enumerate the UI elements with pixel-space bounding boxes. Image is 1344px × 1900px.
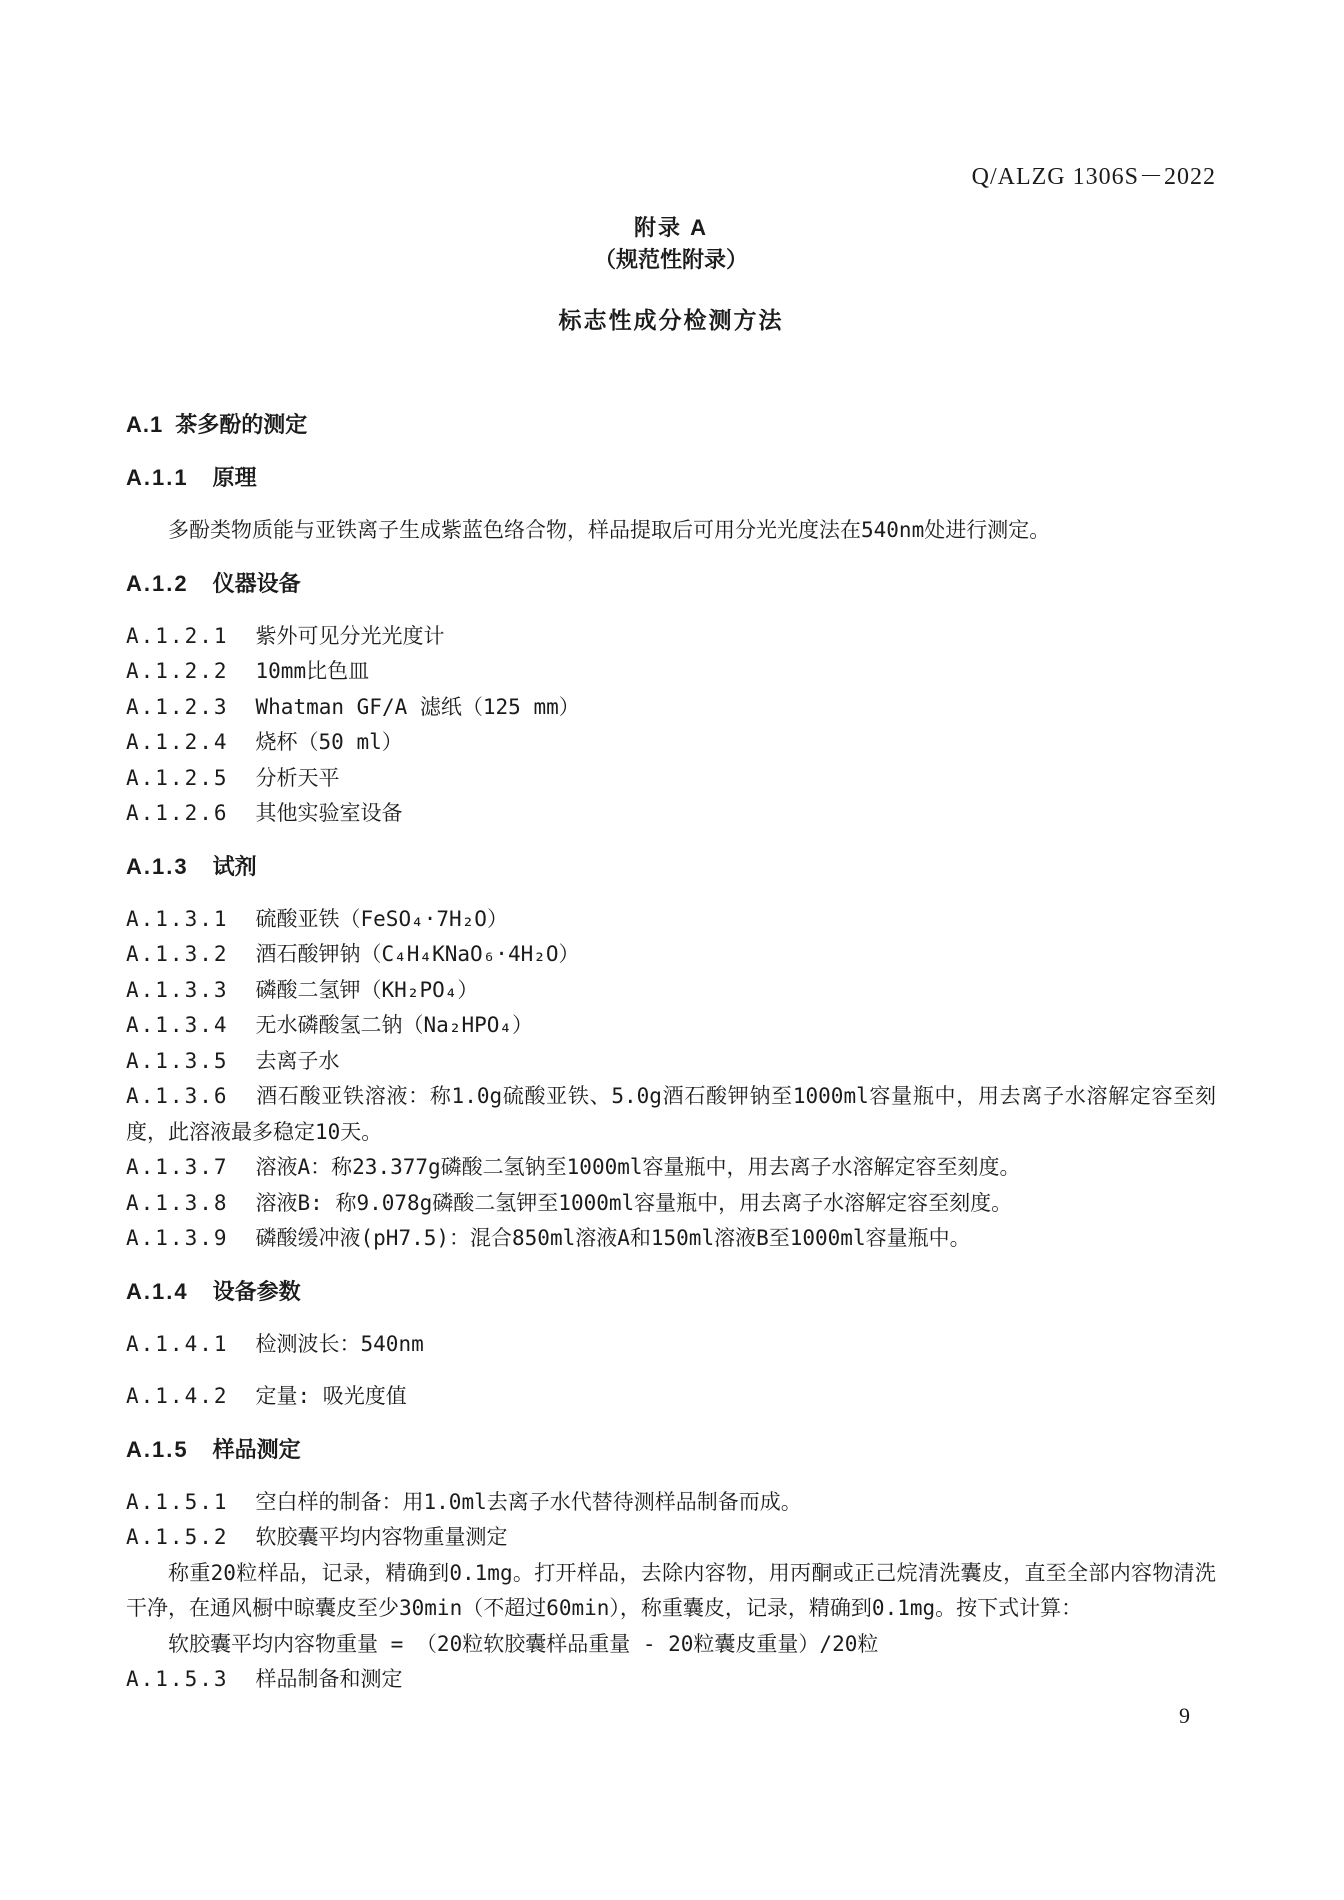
clause-number: A.1.2.2	[126, 659, 229, 683]
clause-item	[126, 973, 1216, 1009]
clause-text: 溶液A：称23.377g磷酸二氢钠至1000ml容量瓶中，用去离子水溶解定容至刻度。	[255, 1155, 1021, 1179]
section-heading	[126, 1432, 1216, 1468]
clause-text: 酒石酸钾钠（C₄H₄KNaO₆·4H₂O）	[255, 942, 580, 966]
section-heading	[126, 566, 1216, 602]
section-heading	[126, 1274, 1216, 1310]
clause-text: 仪器设备	[212, 570, 301, 596]
clause-text: 软胶囊平均内容物重量测定	[255, 1525, 508, 1549]
clause-item	[126, 1662, 1216, 1698]
clause-item	[126, 725, 1216, 761]
clause-text: Whatman GF/A 滤纸（125 mm）	[255, 694, 580, 719]
clause-number: A.1.4.1	[126, 1331, 229, 1356]
document-code: Q/ALZG 1306S－2022	[971, 164, 1216, 190]
clause-text: 试剂	[212, 853, 257, 879]
clause-number: A.1.5.3	[126, 1667, 229, 1691]
clause-number: A.1.2.5	[126, 765, 229, 790]
clause-text: 酒石酸亚铁溶液：称1.0g硫酸亚铁、5.0g酒石酸钾钠至1000ml容量瓶中，用去离子水溶解定容至刻度，此溶液最多稳定10天。	[126, 1084, 1216, 1144]
appendix-subtitle: （规范性附录）	[593, 247, 748, 272]
clause-text: 去离子水	[255, 1048, 340, 1073]
clause-text: 样品制备和测定	[255, 1667, 403, 1691]
clause-text: 磷酸二氢钾（KH₂PO₄）	[255, 977, 479, 1002]
clause-item	[126, 1150, 1216, 1186]
paragraph	[126, 513, 1216, 549]
clause-text: 烧杯（50 ml）	[255, 730, 403, 754]
clause-item	[126, 1485, 1216, 1521]
clause-text: 紫外可见分光光度计	[255, 623, 445, 648]
clause-text: 10mm比色皿	[255, 659, 370, 683]
clause-text: 无水磷酸氢二钠（Na₂HPO₄）	[255, 1013, 534, 1037]
clause-text: 软胶囊平均内容物重量 = （20粒软胶囊样品重量 - 20粒囊皮重量）/20粒	[168, 1631, 879, 1656]
clause-text: 检测波长：540nm	[255, 1331, 424, 1356]
clause-text: 茶多酚的测定	[175, 412, 308, 437]
clause-number: A.1.5.2	[126, 1525, 229, 1549]
clause-text: 原理	[212, 465, 257, 490]
document-title: 标志性成分检测方法	[558, 307, 784, 333]
clause-text: 溶液B: 称9.078g磷酸二氢钾至1000ml容量瓶中，用去离子水溶解定容至刻度。	[255, 1190, 1013, 1215]
clause-number: A.1.2.1	[126, 623, 229, 648]
clause-item	[126, 690, 1216, 726]
page-number: 9	[1179, 1702, 1190, 1728]
clause-text: 其他实验室设备	[255, 801, 403, 825]
clause-number: A.1.3.1	[126, 906, 229, 931]
clause-item	[126, 1008, 1216, 1044]
clause-number: A.1	[126, 412, 164, 437]
clause-item	[126, 761, 1216, 797]
clause-number: A.1.3.9	[126, 1226, 229, 1250]
clause-text: 定量: 吸光度值	[255, 1384, 407, 1408]
clause-number: A.1.4	[126, 1278, 189, 1304]
appendix-title: 附录 A	[633, 215, 708, 240]
clause-item	[126, 796, 1216, 832]
clause-number: A.1.3.3	[126, 977, 229, 1002]
clause-text: 硫酸亚铁（FeSO₄·7H₂O）	[255, 906, 508, 931]
clause-item	[126, 1379, 1216, 1415]
clause-item	[126, 619, 1216, 655]
clause-item	[126, 1186, 1216, 1222]
clause-number: A.1.2	[126, 570, 189, 596]
clause-number: A.1.5.1	[126, 1489, 229, 1514]
formula-line	[126, 1627, 1216, 1663]
clause-item	[126, 1221, 1216, 1257]
paragraph	[126, 1556, 1216, 1627]
section-heading	[126, 849, 1216, 885]
clause-text: 多酚类物质能与亚铁离子生成紫蓝色络合物，样品提取后可用分光光度法在540nm处进行测定。	[168, 518, 1051, 542]
clause-number: A.1.3.2	[126, 942, 229, 966]
clause-number: A.1.1	[126, 465, 189, 490]
section-heading	[126, 460, 1216, 496]
clause-item	[126, 1520, 1216, 1556]
clause-number: A.1.3.7	[126, 1155, 229, 1179]
clause-text: 磷酸缓冲液(pH7.5)：混合850ml溶液A和150ml溶液B至1000ml容量瓶中。	[255, 1226, 971, 1250]
clause-number: A.1.2.6	[126, 801, 229, 825]
clause-item	[126, 654, 1216, 690]
clause-text: 空白样的制备：用1.0ml去离子水代替待测样品制备而成。	[255, 1489, 802, 1514]
clause-item	[126, 1044, 1216, 1080]
clause-number: A.1.3	[126, 853, 189, 879]
clause-number: A.1.2.3	[126, 694, 229, 719]
clause-number: A.1.5	[126, 1436, 189, 1462]
clause-item	[126, 1079, 1216, 1150]
clause-number: A.1.3.6	[126, 1084, 229, 1108]
clause-number: A.1.3.4	[126, 1013, 229, 1037]
clause-item	[126, 902, 1216, 938]
clause-text: 样品测定	[212, 1436, 301, 1462]
section-heading	[126, 407, 1216, 443]
clause-number: A.1.2.4	[126, 730, 229, 754]
clause-text: 设备参数	[212, 1278, 301, 1304]
clause-number: A.1.4.2	[126, 1384, 229, 1408]
clause-item	[126, 937, 1216, 973]
clause-item	[126, 1327, 1216, 1363]
clause-number: A.1.3.8	[126, 1190, 229, 1215]
document-body	[126, 407, 1216, 1698]
clause-text: 分析天平	[255, 765, 340, 790]
clause-text: 称重20粒样品，记录，精确到0.1mg。打开样品，去除内容物，用丙酮或正己烷清洗囊皮，直至全部内容物清洗干净，在通风橱中晾囊皮至少30min（不超过60min），称重囊皮，记录，精确到0.1mg。按下式计算：	[126, 1560, 1216, 1620]
clause-number: A.1.3.5	[126, 1048, 229, 1073]
